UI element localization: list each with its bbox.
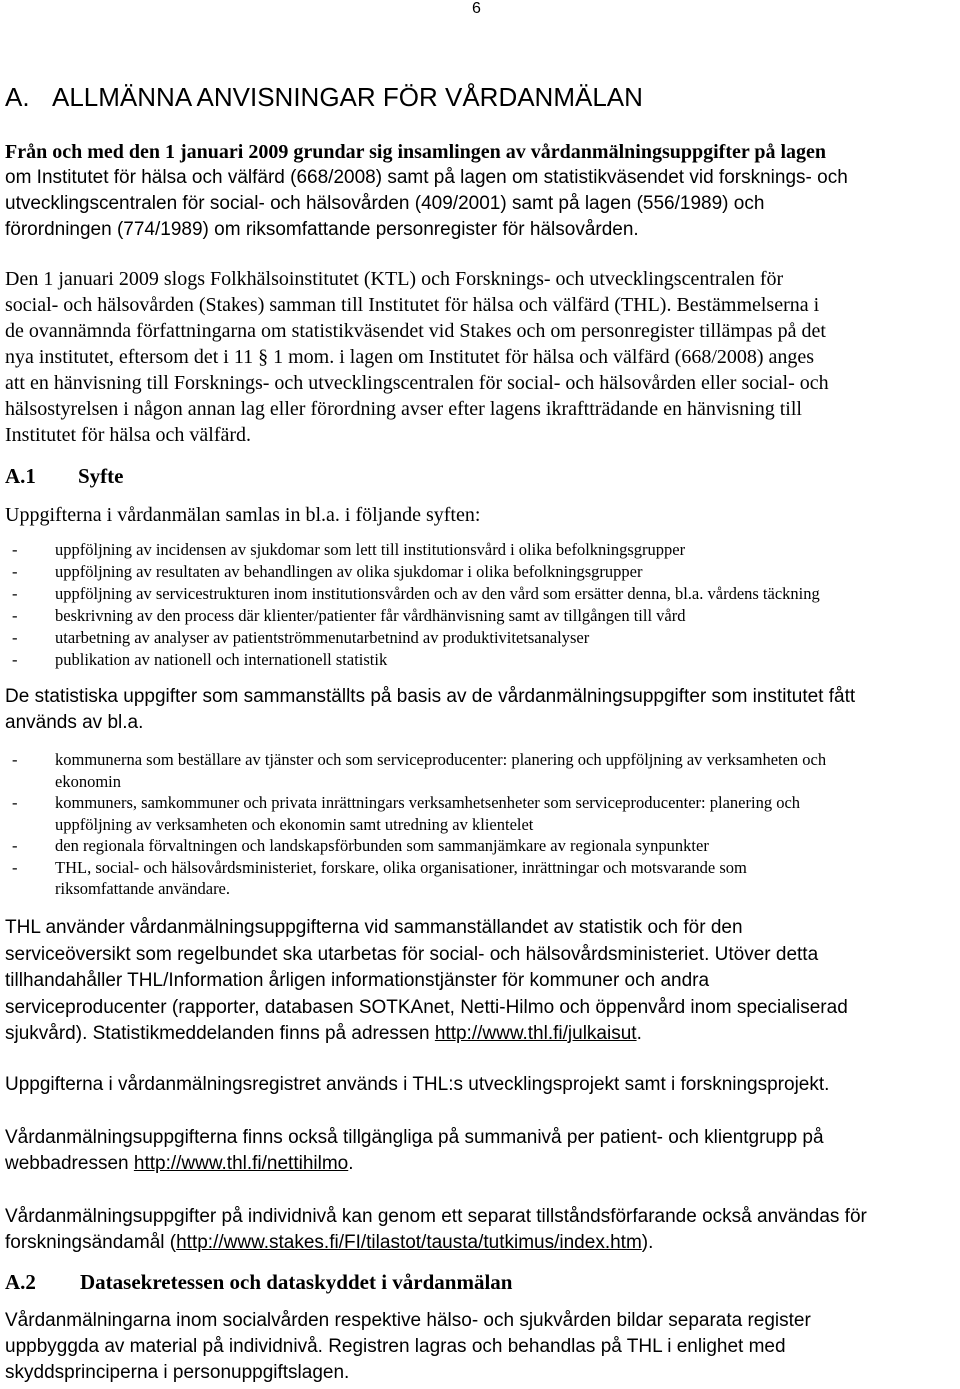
nettihilmo-link[interactable]: http://www.thl.fi/nettihilmo: [133, 1153, 349, 1174]
list-item: [5, 857, 956, 900]
data-protection-paragraph: [5, 1308, 956, 1386]
users-list: [5, 749, 956, 900]
chapter-heading: [5, 81, 945, 113]
paragraph-line: [5, 1021, 956, 1048]
list-item: [5, 749, 956, 792]
paragraph-line: tillhandahåller THL/Information årligen informationstjänster för kommuner och andra: [5, 970, 710, 991]
list-item: [5, 539, 956, 561]
paragraph-line: Vårdanmälningsuppgifterna finns också tillgängliga på summanivå per patient- och klientgrupp på: [5, 1127, 824, 1148]
list-dash: -: [12, 562, 18, 581]
individual-level-paragraph: [5, 1204, 956, 1256]
list-item-text: THL, social- och hälsovårdsministeriet, forskare, olika organisationer, inrättningar och motsvarande som: [55, 857, 747, 877]
paragraph-line: serviceproducenter (rapporter, databasen SOTKAnet, Netti-Hilmo och öppenvård inom specialiserad: [5, 996, 848, 1018]
paragraph-line: Vårdanmälningarna inom socialvården respektive hälso- och sjukvården bildar separata register: [5, 1310, 811, 1331]
paragraph-line: hälsostyrelsen i någon annan lag eller förordning avser efter lagens ikraftträdande en hänvisning till: [5, 398, 802, 420]
merger-paragraph: [5, 266, 956, 448]
section-number: A.1: [5, 464, 36, 488]
list-item-text: publikation av nationell och internationell statistik: [55, 650, 388, 669]
line-text: ).: [641, 1232, 654, 1253]
list-item-text: kommunerna som beställare av tjänster och som serviceproducenter: planering och uppföljning av verksamheten och: [55, 750, 827, 769]
stakes-research-link[interactable]: http://www.stakes.fi/FI/tilastot/tausta/tutkimus/index.htm: [176, 1232, 642, 1253]
paragraph-line: Den 1 januari 2009 slogs Folkhälsoinstitutet (KTL) och Forsknings- och utvecklingscentralen för: [5, 268, 784, 290]
paragraph-line: skyddsprinciperna i personuppgiftslagen.: [5, 1362, 350, 1383]
line-text: forskningsändamål (: [5, 1232, 177, 1253]
section-title: Syfte: [78, 464, 124, 488]
section-title: Datasekretessen och dataskyddet i vårdanmälan: [80, 1270, 513, 1294]
list-item-text: uppföljning av servicestrukturen inom institutionsvården och av den vård som ersätter denna, bl.a. vårdens täckning: [55, 584, 820, 603]
paragraph-line: Uppgifterna i vårdanmälan samlas in bl.a. i följande syften:: [5, 504, 481, 526]
list-item: [5, 583, 956, 605]
registry-paragraph: [5, 1072, 956, 1098]
list-dash: -: [12, 540, 18, 559]
list-item: [5, 835, 956, 857]
paragraph-line: uppbyggda av material på individnivå. Registren lagras och behandlas på THL i enlighet med: [5, 1336, 786, 1357]
list-dash: -: [12, 750, 18, 769]
chapter-title: ALLMÄNNA ANVISNINGAR FÖR VÅRDANMÄLAN: [52, 82, 643, 112]
page-number: 6: [472, 0, 481, 17]
section-heading-a1: [5, 463, 945, 489]
list-item-text: uppföljning av resultaten av behandlingen av olika sjukdomar i olika befolkningsgrupper: [55, 562, 643, 581]
list-dash: -: [12, 857, 18, 877]
users-lead-paragraph: [5, 684, 956, 736]
paragraph-line: Uppgifterna i vårdanmälningsregistret används i THL:s utvecklingsprojekt samt i forskningsprojekt.: [5, 1074, 830, 1095]
list-dash: -: [12, 650, 18, 669]
section-heading-a2: [5, 1269, 945, 1295]
paragraph-line: Vårdanmälningsuppgifter på individnivå kan genom ett separat tillståndsförfarande också användas för: [5, 1206, 867, 1227]
list-item-text: utarbetning av analyser av patientströmmenutarbetnind av produktivitetsanalyser: [55, 628, 590, 647]
list-item-text: den regionala förvaltningen och landskapsförbunden som sammanjämkare av regionala synpunkter: [55, 836, 709, 855]
paragraph-line: används av bl.a.: [5, 712, 144, 733]
paragraph-line: THL använder vårdanmälningsuppgifterna vid sammanställandet av statistik och för den: [5, 917, 743, 938]
thl-use-paragraph: [5, 915, 956, 1048]
list-item: [5, 561, 956, 583]
intro-paragraph: [5, 139, 956, 243]
purposes-lead: [5, 502, 956, 528]
purposes-list: [5, 539, 956, 671]
paragraph-line: De statistiska uppgifter som sammanställts på basis av de vårdanmälningsuppgifter som institutet fått: [5, 686, 856, 707]
list-item: [5, 792, 956, 835]
list-item-text: kommuners, samkommuner och privata inrättningars verksamhetsenheter som serviceproducenter: planering och: [55, 793, 801, 812]
list-item-text: uppföljning av incidensen av sjukdomar som lett till institutionsvård i olika befolkningsgrupper: [55, 540, 686, 559]
line-text: webbadressen: [5, 1153, 134, 1174]
paragraph-line: de ovannämnda författningarna om statistikväsendet vid Stakes och om personregister tillämpas på det: [5, 320, 826, 342]
paragraph-line: utvecklingscentralen för social- och hälsovården (409/2001) samt på lagen (556/1989) och: [5, 193, 765, 214]
chapter-number: A.: [5, 82, 30, 112]
paragraph-line: social- och hälsovården (Stakes) samman till Institutet för hälsa och välfärd (THL). Bestämmelserna i: [5, 294, 820, 316]
list-dash: -: [12, 628, 18, 647]
list-item-text: beskrivning av den process där klienter/patienter får vårdhänvisning samt av tillgången till vård: [55, 606, 686, 625]
paragraph-line: [5, 1151, 956, 1177]
section-number: A.2: [5, 1270, 36, 1294]
list-dash: -: [12, 836, 18, 855]
paragraph-line: Institutet för hälsa och välfärd.: [5, 424, 252, 446]
list-dash: -: [12, 606, 18, 625]
line-text: .: [636, 1023, 642, 1044]
list-item: [5, 605, 956, 627]
intro-bold-line: Från och med den 1 januari 2009 grundar sig insamlingen av vårdanmälningsuppgifter på lagen: [5, 141, 827, 163]
julkaisut-link[interactable]: http://www.thl.fi/julkaisut: [434, 1023, 637, 1044]
paragraph-line: att en hänvisning till Forsknings- och utvecklingscentralen för social- och hälsovården eller social- och: [5, 372, 829, 394]
nettihilmo-paragraph: [5, 1125, 956, 1177]
list-dash: -: [12, 793, 18, 812]
list-item-text: riksomfattande användare.: [55, 879, 231, 898]
paragraph-line: om Institutet för hälsa och välfärd (668/2008) samt på lagen om statistikväsendet vid forsknings- och: [5, 167, 848, 188]
line-text: .: [348, 1153, 354, 1174]
paragraph-line: [5, 1230, 956, 1256]
paragraph-line: förordningen (774/1989) om riksomfattande personregister för hälsovården.: [5, 219, 639, 240]
list-item-text: ekonomin: [55, 771, 121, 791]
paragraph-line: serviceöversikt som regelbundet ska utarbetas för social- och hälsovårdsministeriet. Utöver detta: [5, 943, 819, 965]
list-item: [5, 627, 956, 649]
list-item-text: uppföljning av verksamheten och ekonomin samt utredning av klientelet: [55, 814, 534, 834]
line-text: sjukvård). Statistikmeddelanden finns på adressen: [5, 1023, 435, 1044]
paragraph-line: nya institutet, eftersom det i 11 § 1 mom. i lagen om Institutet för hälsa och välfärd (668/2008) anges: [5, 346, 815, 368]
list-dash: -: [12, 584, 18, 603]
list-item: [5, 649, 956, 671]
